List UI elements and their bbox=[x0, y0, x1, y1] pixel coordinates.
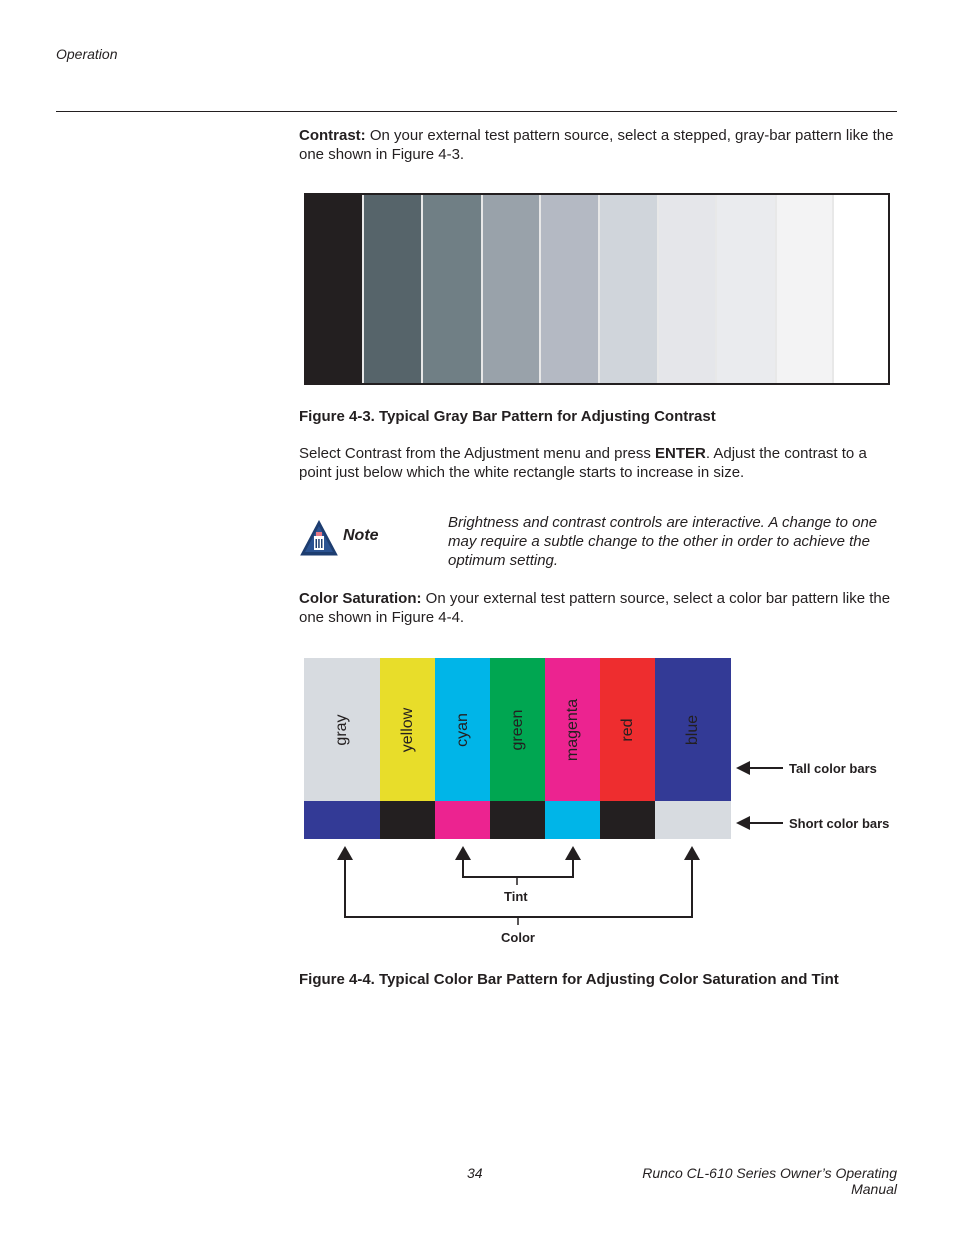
tall-bars-arrow-icon bbox=[736, 761, 783, 775]
running-header: Operation bbox=[56, 46, 118, 62]
color-bracket-icon bbox=[337, 846, 700, 925]
tall-bar-label: yellow bbox=[398, 707, 416, 752]
tall-bar-label: cyan bbox=[453, 712, 471, 747]
note-label: Note bbox=[343, 527, 379, 544]
page-number: 34 bbox=[467, 1165, 483, 1181]
saturation-text: On your external test pattern source, select a color bar pattern like the one shown in Figure 4-4. bbox=[299, 590, 891, 626]
tall-bar-label: gray bbox=[333, 713, 350, 746]
figure-3-caption: Figure 4-3. Typical Gray Bar Pattern for Adjusting Contrast bbox=[299, 408, 716, 425]
tint-label: Tint bbox=[504, 889, 528, 904]
tall-bar-label: blue bbox=[684, 714, 701, 745]
short-bars-label: Short color bars bbox=[789, 816, 890, 831]
contrast-heading: Contrast: bbox=[299, 127, 366, 144]
tint-bracket-icon bbox=[455, 846, 581, 885]
footer-title: Runco CL-610 Series Owner’s Operating Manual bbox=[642, 1165, 897, 1197]
saturation-heading: Color Saturation: bbox=[299, 590, 422, 607]
color-label: Color bbox=[501, 930, 535, 945]
tall-bar-label: red bbox=[618, 717, 636, 742]
select-text-after: . Adjust the contrast to a point just below which the white rectangle starts to increase in size. bbox=[299, 445, 867, 481]
tall-bar-label: green bbox=[508, 709, 526, 750]
select-text-before: Select Contrast from the Adjustment menu and press bbox=[299, 445, 656, 462]
figure-4-caption: Figure 4-4. Typical Color Bar Pattern for Adjusting Color Saturation and Tint bbox=[299, 971, 839, 988]
contrast-text: On your external test pattern source, select a stepped, gray-bar pattern like the one shown in Figure 4-3. bbox=[299, 127, 894, 163]
tall-bars-label: Tall color bars bbox=[789, 761, 877, 776]
enter-key: ENTER bbox=[655, 445, 706, 462]
tall-bar-label: magenta bbox=[563, 698, 581, 761]
short-bars-arrow-icon bbox=[736, 816, 783, 830]
note-text: Brightness and contrast controls are interactive. A change to one may require a subtle change to the other in order to achieve the optimum setting. bbox=[448, 514, 878, 569]
